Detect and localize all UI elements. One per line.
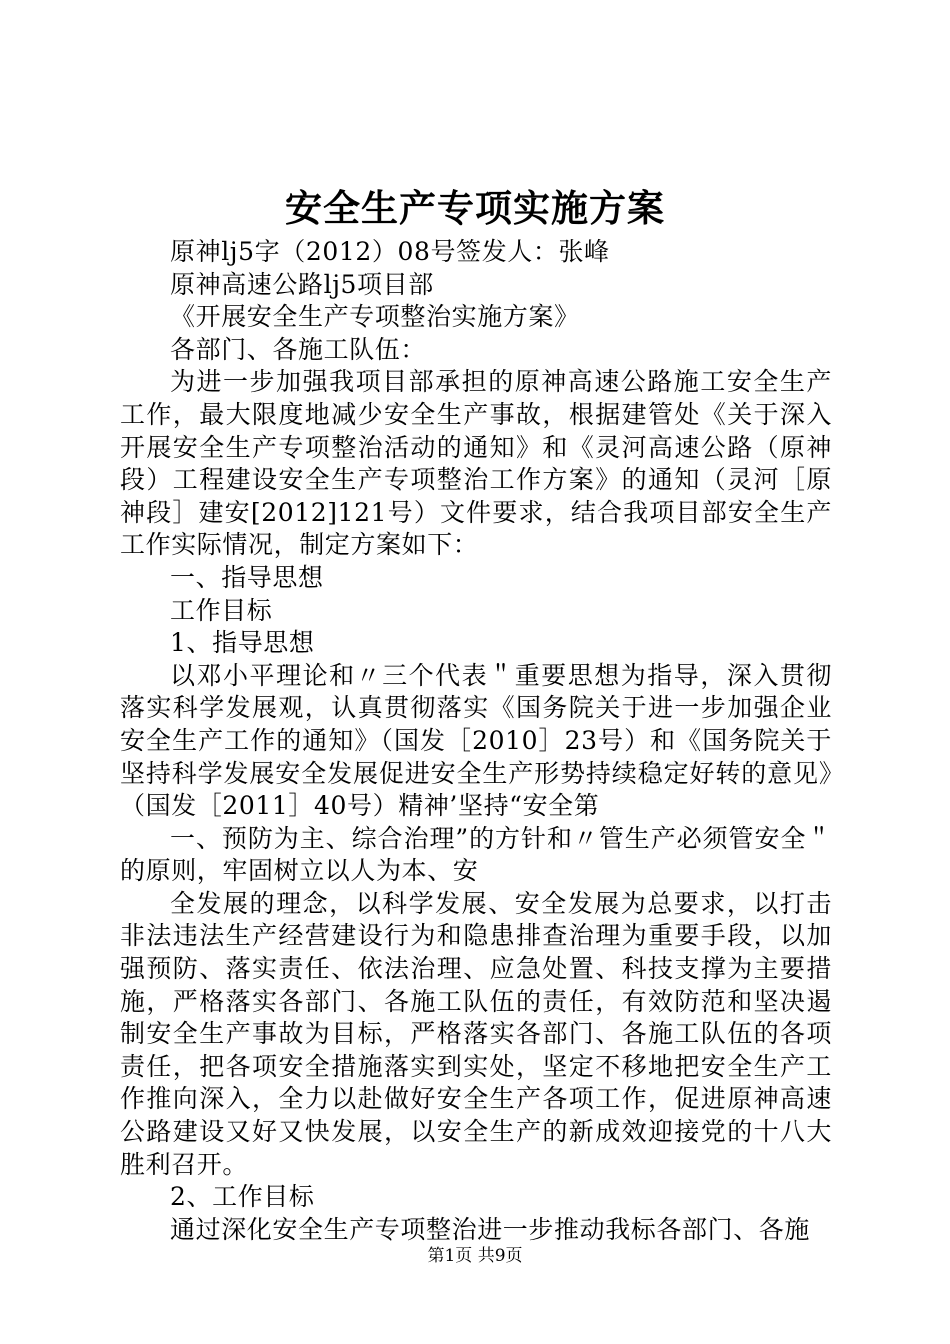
goals-paragraph: 通过深化安全生产专项整治进一步推动我标各部门、各施 [170,1214,811,1244]
section-heading: 一、指导思想 [170,562,324,592]
intro-paragraph: 为进一步加强我项目部承担的原神高速公路施工安全生产工作，最大限度地减少安全生产事故，根据建管处《关于深入开展安全生产专项整治活动的通知》和《灵河高速公路（原神段）工程建设安全生产专项整治工作方案》的通知（灵河［原神段］建安[2012]121号）文件要求，结合我项目部安全生产工作实际情况，制定方案如下： [120,367,832,560]
guiding-paragraph: 以邓小平理论和〃三个代表＂重要思想为指导，深入贯彻落实科学发展观，认真贯彻落实《国务院关于进一步加强企业安全生产工作的通知》（国发［2010］23号）和《国务院关于坚持科学发展安全发展促进安全生产形势持续稳定好转的意见》（国发［2011］40号）精神’坚持“安全第 [120,660,832,821]
header-issue-line: 原神lj5字（2012）08号签发人：张峰 [170,237,610,266]
salutation: 各部门、各施工队伍： [170,334,427,364]
page-footer: 第1页 共9页 [427,1246,523,1266]
subsection-heading: 1、指导思想 [170,628,315,658]
document-title: 安全生产专项实施方案 [285,186,665,230]
section-subheading: 工作目标 [170,595,273,625]
subsection-heading-goals: 2、工作目标 [170,1182,315,1212]
guiding-paragraph-continued: 一、预防为主、综合治理”的方针和〃管生产必须管安全＂的原则，牢固树立以人为本、安 [120,823,832,886]
header-plan-title-line: 《开展安全生产专项整治实施方案》 [170,302,580,332]
development-paragraph: 全发展的理念，以科学发展、安全发展为总要求，以打击非法违法生产经营建设行为和隐患排查治理为重要手段，以加强预防、落实责任、依法治理、应急处置、科技支撑为主要措施，严格落实各部门、各施工队伍的责任，有效防范和坚决遏制安全生产事故为目标，严格落实各部门、各施工队伍的各项责任，把各项安全措施落实到实处，坚定不移地把安全生产工作推向深入，全力以赴做好安全生产各项工作，促进原神高速公路建设又好又快发展，以安全生产的新成效迎接党的十八大胜利召开。 [120,888,832,1179]
header-department-line: 原神高速公路lj5项目部 [170,269,434,299]
document-body [120,236,832,1246]
